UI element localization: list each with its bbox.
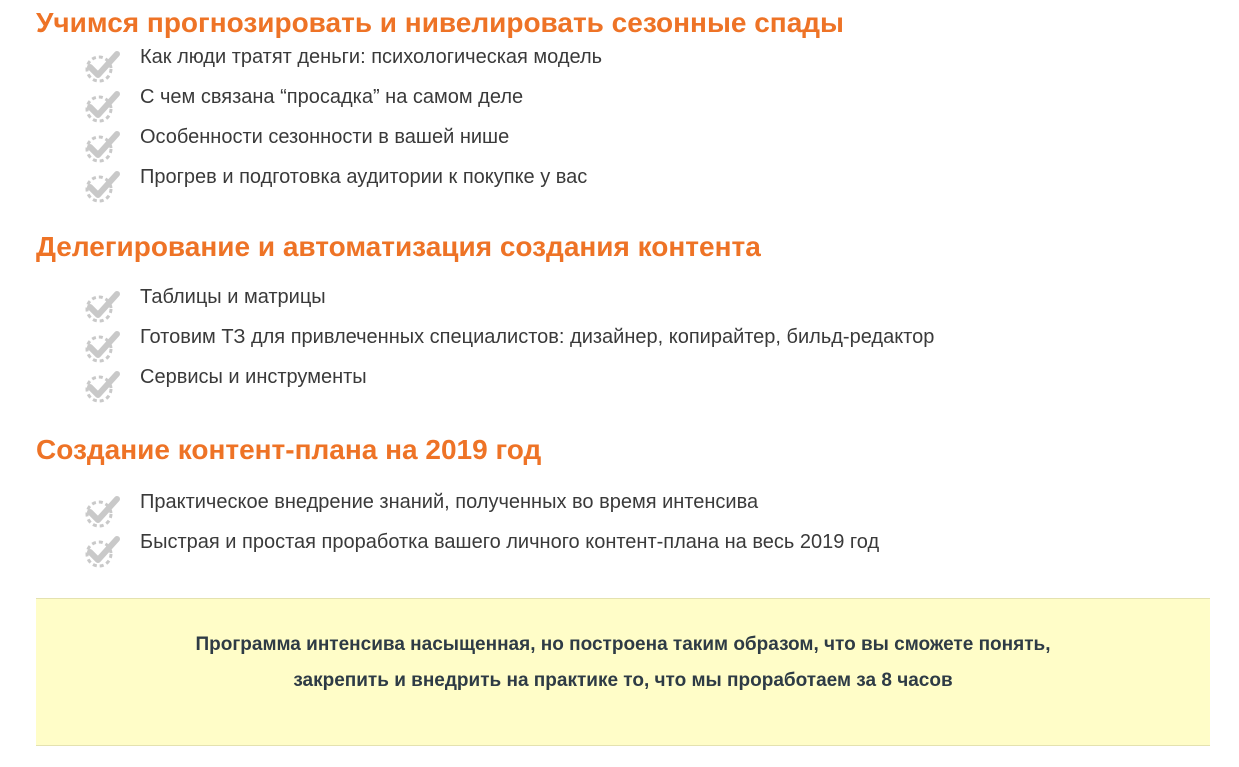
list-item [36,364,1211,404]
list-item-text: Прогрев и подготовка аудитории к покупке у вас [140,166,588,188]
notice-line-1: Программа интенсива насыщенная, но построена таким образом, что вы сможете понять, [195,634,1051,655]
program-notice-box [36,598,1210,746]
check-circle-icon [84,170,124,204]
list-item [36,84,1211,124]
list-item-text: Готовим ТЗ для привлеченных специалистов: дизайнер, копирайтер, бильд-редактор [140,326,935,348]
list-item-text: Особенности сезонности в вашей нише [140,126,510,148]
section-title: Создание контент-плана на 2019 год [36,434,542,465]
checklist [36,284,1211,404]
check-circle-icon [84,535,124,569]
check-circle-icon [84,90,124,124]
section-title: Учимся прогнозировать и нивелировать сезонные спады [36,7,844,38]
list-item [36,284,1211,324]
check-circle-icon [84,370,124,404]
check-circle-icon [84,290,124,324]
notice-line-2: закрепить и внедрить на практике то, что мы проработаем за 8 часов [293,670,953,691]
check-circle-icon [84,495,124,529]
list-item [36,529,1211,569]
section-seasonality [36,6,1211,204]
list-item [36,324,1211,364]
list-item-text: Как люди тратят деньги: психологическая модель [140,46,603,68]
checklist [36,489,1211,569]
list-item-text: Сервисы и инструменты [140,366,367,388]
list-item [36,124,1211,164]
check-circle-icon [84,50,124,84]
section-title: Делегирование и автоматизация создания контента [36,231,761,262]
list-item-text: С чем связана “просадка” на самом деле [140,86,524,108]
section-content-plan [36,433,1211,569]
list-item [36,164,1211,204]
check-circle-icon [84,130,124,164]
checklist [36,44,1211,204]
list-item [36,44,1211,84]
list-item-text: Таблицы и матрицы [140,286,326,308]
list-item [36,489,1211,529]
list-item-text: Практическое внедрение знаний, полученных во время интенсива [140,491,759,513]
section-delegation [36,230,1211,404]
check-circle-icon [84,330,124,364]
list-item-text: Быстрая и простая проработка вашего личного контент-плана на весь 2019 год [140,531,880,553]
